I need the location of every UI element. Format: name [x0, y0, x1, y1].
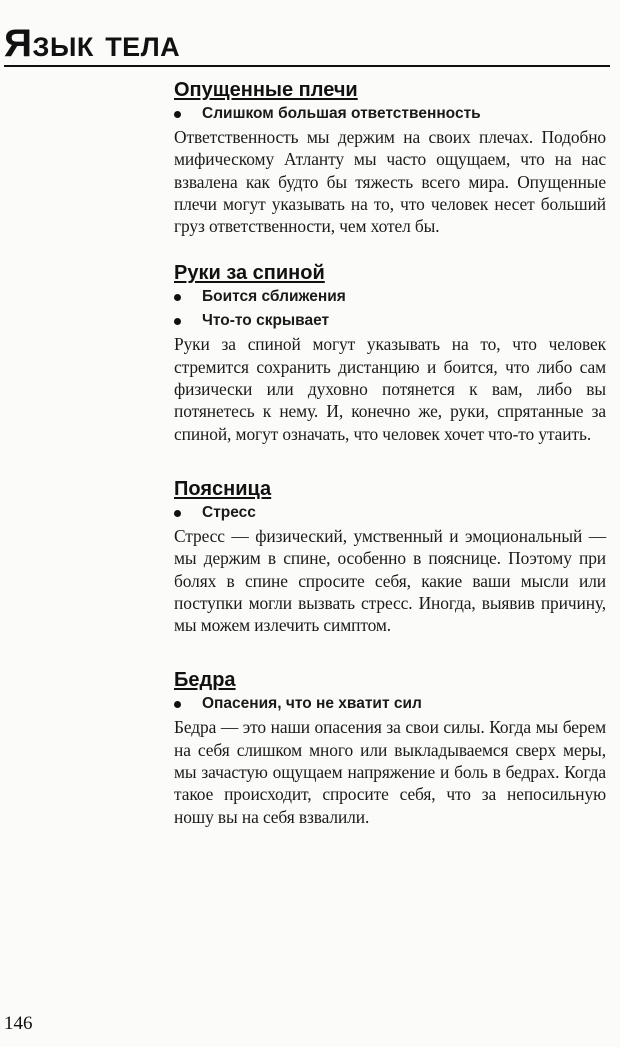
section-paragraph: Стресс — физический, умственный и эмоциональный — мы держим в спине, особенно в пояснице. Поэтому при болях в спине спросите себя, какие ваши мысли или поступки могли вызвать стресс. Иногда, выявив причину, мы можем излечить симптом. [174, 525, 606, 636]
bullet-list [174, 285, 606, 333]
bullet-label: Опасения, что не хватит сил [202, 695, 422, 713]
section-paragraph: Ответственность мы держим на своих плечах. Подобно мифическому Атланту мы часто ощущаем, что на нас взвалена как будто бы тяжесть всего мира. Опущенные плечи могут указывать на то, что человек несет больший груз ответственности, чем хотел бы. [174, 127, 606, 237]
section-lower-back [174, 477, 606, 636]
bullet-label: Стресс [202, 503, 256, 521]
page-number: 146 [4, 1013, 33, 1034]
section-heading: Бедра [174, 669, 236, 692]
section-hands-behind-back [174, 261, 606, 444]
bullet-list [174, 102, 606, 126]
bullet-icon [174, 294, 181, 301]
bullet-label: Что-то скрывает [202, 312, 330, 330]
page-content [174, 74, 606, 828]
bullet-item [174, 285, 606, 309]
bullet-item [174, 501, 606, 525]
bullet-item [174, 692, 606, 716]
section-hips [174, 668, 606, 827]
bullet-list [174, 501, 606, 525]
bullet-icon [174, 318, 181, 325]
bullet-list [174, 692, 606, 716]
bullet-icon [174, 701, 181, 708]
section-paragraph: Руки за спиной могут указывать на то, что человек стремится сохранить дистанцию и боится, что либо сам физически или духовно потянется к вам, либо вы потянетесь к нему. И, конечно же, руки, спрятанные за спиной, могут означать, что человек хочет что-то утаить. [174, 334, 606, 444]
bullet-item [174, 102, 606, 126]
running-header [4, 18, 610, 66]
bullet-icon [174, 111, 181, 118]
section-heading: Руки за спиной [174, 262, 325, 285]
header-rule [4, 65, 610, 67]
section-paragraph: Бедра — это наши опасения за свои силы. Когда мы берем на себя слишком много или выкладываемся сверх меры, мы зачастую ощущаем напряжение и боль в бедрах. Когда такое происходит, спросите себя, что за непосильную ношу вы на себя взвалили. [174, 717, 606, 827]
bullet-item [174, 309, 606, 333]
section-heading: Поясница [174, 477, 272, 500]
bullet-label: Боится сближения [202, 288, 346, 306]
section-heading: Опущенные плечи [174, 79, 358, 101]
bullet-label: Слишком большая ответственность [202, 105, 481, 122]
bullet-icon [174, 510, 181, 517]
section-shoulders [174, 78, 606, 237]
running-header-title: Язык тела [4, 22, 181, 65]
